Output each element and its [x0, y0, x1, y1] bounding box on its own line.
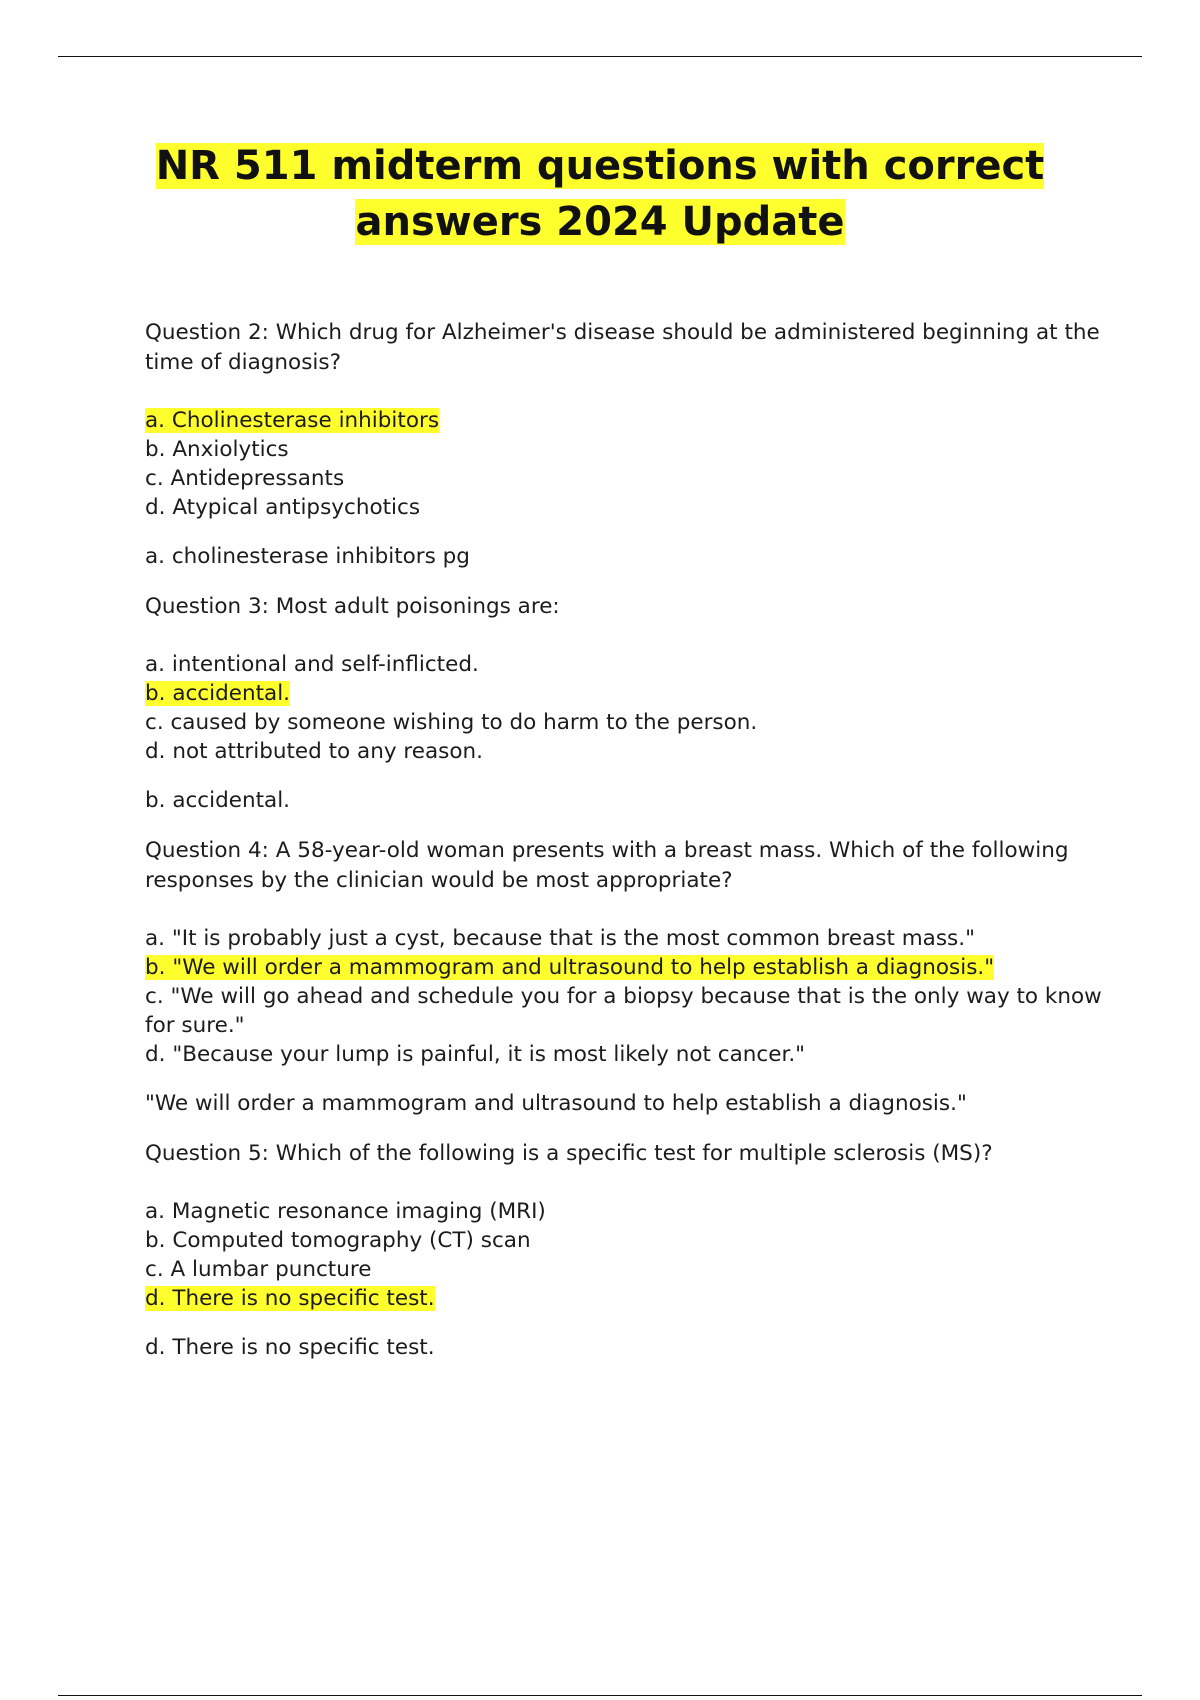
- question-5: [145, 1139, 1105, 1363]
- option-c: c. "We will go ahead and schedule you for a biopsy because that is the only way to know for sure.": [145, 984, 1102, 1038]
- correct-option-highlight: a. Cholinesterase inhibitors: [145, 408, 440, 433]
- question-2: [145, 318, 1105, 572]
- option-b: [145, 953, 1105, 982]
- correct-option-highlight: b. "We will order a mammogram and ultrasound to help establish a diagnosis.": [145, 955, 995, 980]
- answer-text: b. accidental.: [145, 788, 291, 813]
- option-a: a. "It is probably just a cyst, because that is the most common breast mass.": [145, 926, 975, 951]
- answer-text: d. There is no specific test.: [145, 1335, 435, 1360]
- title-line-1: NR 511 midterm questions with correct: [155, 143, 1045, 189]
- document-title: [100, 138, 1100, 250]
- correct-option-highlight: b. accidental.: [145, 681, 291, 706]
- answer-text: a. cholinesterase inhibitors pg: [145, 544, 470, 569]
- correct-option-highlight: d. There is no specific test.: [145, 1286, 435, 1311]
- answer-options: [145, 1197, 1105, 1313]
- question-3: [145, 592, 1105, 816]
- answer-options: [145, 924, 1105, 1069]
- option-b: b. Computed tomography (CT) scan: [145, 1228, 531, 1253]
- question-text: Question 4: A 58-year-old woman presents with a breast mass. Which of the following responses by the clinician would be most appropriate?: [145, 838, 1069, 893]
- answer-options: [145, 406, 1105, 522]
- question-list: [145, 318, 1105, 1383]
- option-d: d. "Because your lump is painful, it is most likely not cancer.": [145, 1042, 806, 1067]
- option-d: d. not attributed to any reason.: [145, 739, 483, 764]
- option-c: c. caused by someone wishing to do harm to the person.: [145, 710, 758, 735]
- option-d: d. Atypical antipsychotics: [145, 495, 421, 520]
- option-c: c. Antidepressants: [145, 466, 345, 491]
- option-c: c. A lumbar puncture: [145, 1257, 372, 1282]
- top-rule: [58, 56, 1142, 57]
- option-d: [145, 1284, 1105, 1313]
- option-b: [145, 679, 1105, 708]
- option-a: [145, 406, 1105, 435]
- bottom-rule: [58, 1695, 1142, 1696]
- option-b: b. Anxiolytics: [145, 437, 289, 462]
- question-4: [145, 836, 1105, 1119]
- answer-text: "We will order a mammogram and ultrasound to help establish a diagnosis.": [145, 1091, 967, 1116]
- option-a: a. intentional and self-inflicted.: [145, 652, 479, 677]
- title-line-2: answers 2024 Update: [355, 199, 845, 245]
- question-text: Question 2: Which drug for Alzheimer's disease should be administered beginning at the time of diagnosis?: [145, 320, 1100, 375]
- question-text: Question 3: Most adult poisonings are:: [145, 594, 560, 619]
- answer-options: [145, 650, 1105, 766]
- question-text: Question 5: Which of the following is a specific test for multiple sclerosis (MS)?: [145, 1141, 993, 1166]
- option-a: a. Magnetic resonance imaging (MRI): [145, 1199, 546, 1224]
